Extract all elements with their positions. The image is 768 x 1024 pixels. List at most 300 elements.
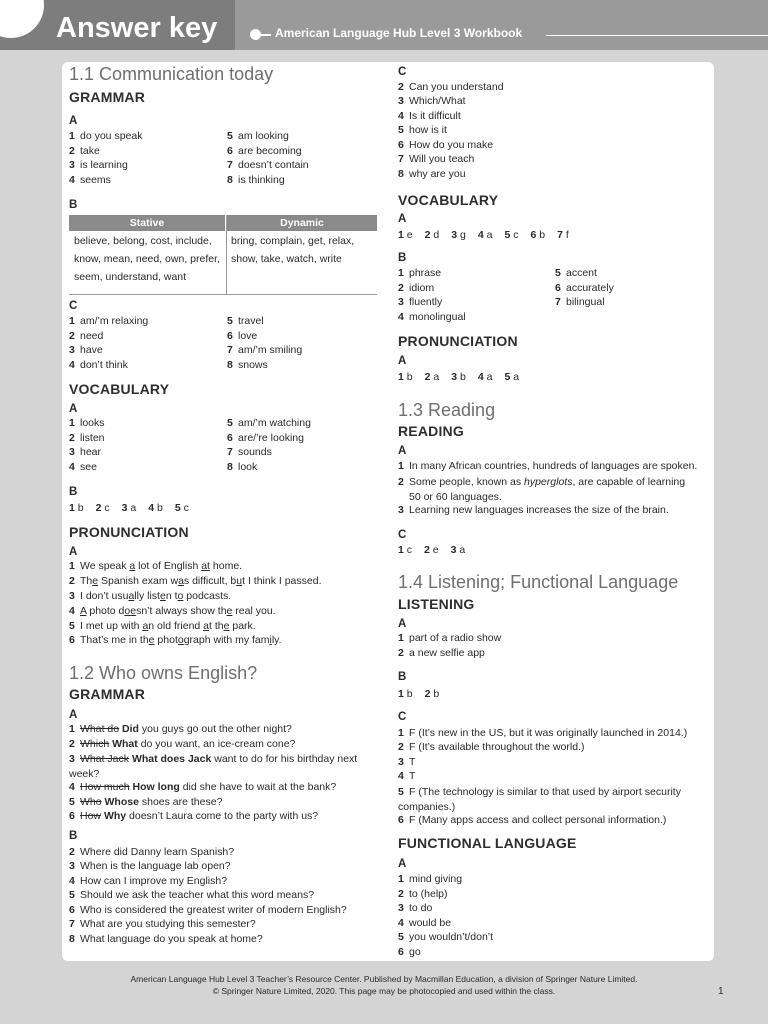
footer-publisher-line: American Language Hub Level 3 Teacher’s Resource Center. Published by Macmillan Education, a division of Springer Nature Limited. [130,974,638,984]
item-text: am looking [238,130,289,142]
header-subtitle: American Language Hub Level 3 Workbook [275,26,523,40]
item-number: 6 [227,329,233,342]
list-item [398,95,466,107]
item-text: g [459,229,466,241]
item-text: Can you understand [409,81,504,93]
list-item [69,461,97,473]
inline-answer [122,502,137,514]
list-item [227,145,302,157]
item-text: is thinking [238,173,285,186]
exercise-label-b: B [69,486,78,498]
subheading-reading: READING [398,423,464,439]
item-text: don’t think [80,358,128,371]
item-text: accurately [566,281,614,294]
item-number: 1 [69,502,75,514]
list-item [227,330,257,342]
exercise-label-a: A [398,858,407,870]
item-text: mind giving [409,873,463,885]
list-item: 3 I don’t usually listen to podcasts. [69,590,232,602]
item-number: 3 [451,371,458,383]
list-item [69,330,103,342]
item-number: 5 [174,502,181,514]
list-item [69,889,314,901]
list-item [398,110,461,122]
item-text: to (help) [409,888,448,900]
item-text: phrase [409,267,442,279]
item-text: want to do for his birthday next week? [69,753,358,780]
item-number: 3 [69,860,75,872]
struck-text: Who [80,796,102,808]
inline-answer [504,229,518,241]
inline-answer [451,371,466,383]
list-item [69,781,336,793]
list-item: 3 Learning new languages increases the size of the brain. [398,504,669,516]
list-item [69,446,101,458]
list-item [69,860,231,872]
inline-answer [425,229,440,241]
subheading-vocabulary: VOCABULARY [69,381,170,397]
inline-answer [398,229,413,241]
item-number: 1 [398,229,404,241]
item-number: 1 [398,632,404,644]
item-number: 8 [227,358,233,371]
list-item [398,888,448,900]
header-rule [546,35,768,36]
list-item [69,752,369,781]
section-title-1-3: 1.3 Reading [398,400,496,420]
subheading-pronunciation: PRONUNCIATION [69,524,189,540]
corrected-text: What [112,738,138,750]
item-number: 3 [450,544,457,556]
item-text: f [565,229,569,241]
exercise-label-a: A [398,445,407,457]
item-text: How can I improve my English? [80,875,228,887]
item-text: looks [80,417,105,429]
item-text: a new selfie app [409,647,485,659]
item-text: shoes are these? [138,796,223,808]
corrected-text: What does Jack [131,753,212,765]
list-item [69,904,347,916]
item-text: F (It’s new in the US, but it was originally launched in 2014.) [409,727,688,739]
item-text: T [409,770,416,782]
item-number: 4 [398,917,404,929]
item-number: 3 [398,296,404,309]
list-item: 5 I met up with an old friend at the park. [69,620,256,632]
subheading-listening: LISTENING [398,596,475,612]
list-item [398,267,441,279]
list-item [398,770,415,782]
page-title: Answer key [56,12,218,44]
item-number: 2 [424,229,431,241]
inline-answer [530,229,545,241]
inline-answer [96,502,110,514]
item-number: 5 [504,229,511,241]
exercise-label-a: A [398,618,407,630]
item-text: travel [238,315,264,327]
vocabulary-b-answers [69,502,201,514]
list-item: 2 Some people, known as hyperglots, are capable of learning 50 or 60 languages. [398,476,686,503]
item-text: am/’m smiling [238,344,303,357]
inline-answer [148,502,163,514]
item-number: 2 [398,647,404,659]
item-number: 5 [227,130,233,142]
list-item [227,432,304,444]
list-item: 1 We speak a lot of English at home. [69,560,243,572]
list-item [69,723,292,735]
item-text: e [432,544,439,556]
item-text: accent [566,267,597,279]
subheading-functional-language: FUNCTIONAL LANGUAGE [398,835,577,851]
item-number: 1 [69,130,75,142]
item-number: 2 [69,738,75,750]
item-number: 1 [398,873,404,885]
table-cell-dynamic: bring, complain, get, relax, show, take, watch, write [231,235,355,265]
item-text: take [80,144,100,157]
item-text: go [409,946,421,958]
item-text: c [406,544,413,556]
list-item [398,296,442,308]
list-item [398,81,504,93]
item-text: part of a radio show [409,632,502,644]
item-text: c [104,502,110,514]
item-number: 2 [398,281,404,294]
item-text: snows [238,358,268,371]
list-item [398,282,434,294]
item-text: love [238,329,258,342]
list-item [398,785,698,814]
item-number: 4 [398,110,404,122]
exercise-label-a: A [398,213,407,225]
footer-copyright-line: © Springer Nature Limited, 2020. This page may be photocopied and used within the class. [212,986,556,996]
struck-text: How much [80,781,130,793]
exercise-label-a: A [398,355,407,367]
item-number: 2 [424,544,430,556]
item-text: c [183,502,189,514]
struck-text: Which [80,738,110,750]
item-text: monolingual [409,310,466,323]
section-title-1-1: 1.1 Communication today [69,64,274,84]
item-number: 6 [555,281,561,294]
item-number: 1 [69,315,75,327]
item-text: you guys go out the other night? [138,723,292,735]
inline-answer [175,502,189,514]
item-number: 1 [398,688,404,700]
list-item [398,741,584,753]
item-number: 4 [69,358,75,371]
list-item [398,124,447,136]
list-item [398,931,493,943]
item-text: a [459,544,466,556]
item-number: 2 [69,144,75,157]
item-number: 3 [398,756,404,768]
item-text: b [459,371,466,383]
inline-answer [478,229,493,241]
item-number: 6 [530,229,537,241]
list-item [398,814,666,826]
item-number: 1 [398,544,404,556]
item-number: 2 [69,329,75,342]
item-text: a [486,371,493,383]
table-cell-stative: believe, belong, cost, include, know, mean, need, own, prefer, seem, understand, want [74,235,220,283]
item-text: Will you teach [409,153,475,165]
list-item [69,145,100,157]
item-text: is learning [80,159,128,172]
item-text: sounds [238,446,272,459]
list-item [227,417,311,429]
table-header-stative: Stative [69,215,225,231]
inline-answer [398,688,413,700]
item-number: 4 [69,460,75,473]
item-number: 1 [398,371,404,383]
list-item [69,875,227,887]
list-item [69,344,103,356]
inline-answer [398,544,412,556]
exercise-label-a: A [69,546,78,558]
item-number: 6 [227,431,233,444]
item-number: 2 [398,81,404,93]
item-text: b [539,229,546,241]
struck-text: How [80,810,102,822]
item-text: are becoming [238,144,302,157]
list-item [398,311,466,323]
corrected-text: Why [103,810,127,822]
list-item [69,315,148,327]
inline-answer [504,371,519,383]
item-text: a [486,229,493,241]
item-text: What language do you speak at home? [80,933,263,945]
item-text: are/’re looking [238,431,304,444]
list-item [69,417,105,429]
item-number: 1 [69,417,75,429]
list-item [398,168,466,180]
item-number: 5 [398,786,404,798]
exercise-label-c: C [69,300,78,312]
listening-b-answers [398,688,451,700]
subheading-pronunciation: PRONUNCIATION [398,333,518,349]
list-item [398,139,493,151]
inline-answer [398,371,413,383]
item-number: 4 [398,770,404,782]
section-title-1-2: 1.2 Who owns English? [69,663,258,683]
item-number: 3 [69,159,75,172]
list-item [555,296,605,308]
list-item [69,738,295,750]
item-number: 6 [227,144,233,157]
list-item [398,946,421,958]
exercise-label-a: A [69,115,78,127]
list-item [69,846,234,858]
item-number: 7 [555,296,561,309]
item-number: 7 [398,153,404,165]
item-text: How do you make [409,139,494,151]
item-number: 4 [148,502,155,514]
list-item [398,647,485,659]
struck-text: What Jack [80,753,130,765]
item-text: why are you [409,168,466,180]
item-number: 4 [69,875,75,887]
item-number: 5 [69,796,75,808]
item-text: a [513,371,520,383]
item-number: 3 [69,753,75,765]
item-number: 2 [398,888,404,900]
item-number: 2 [95,502,102,514]
exercise-label-b: B [69,199,78,211]
item-text: Where did Danny learn Spanish? [80,846,235,858]
item-text: would be [409,917,452,929]
list-item [227,344,302,356]
item-text: am/’m watching [238,417,311,429]
item-number: 8 [227,173,233,186]
item-number: 2 [424,371,431,383]
item-number: 4 [477,371,484,383]
item-number: 6 [69,904,75,916]
inline-answer [451,229,466,241]
item-text: have [80,344,103,357]
list-item [398,873,462,885]
list-item: 6 That’s me in the photograph with my family. [69,634,282,646]
item-text: did she have to wait at the bank? [179,781,337,793]
item-number: 3 [69,446,75,459]
list-item [398,902,432,914]
inline-answer [557,229,569,241]
inline-answer [478,371,493,383]
stative-dynamic-table [69,215,377,295]
list-item [398,917,451,929]
item-text: bilingual [566,296,605,309]
item-text: T [409,756,416,768]
item-text: F (The technology is similar to that used by airport security companies.) [398,786,681,813]
item-text: doesn’t Laura come to the party with us? [126,810,319,822]
item-text: need [80,329,104,342]
item-number: 4 [398,310,404,323]
item-text: you wouldn’t/don’t [409,931,494,943]
item-text: b [433,688,440,700]
item-text: a [130,502,137,514]
list-item [227,446,272,458]
list-item [69,918,256,930]
list-item [227,174,285,186]
inline-answer [69,502,84,514]
item-number: 1 [398,727,404,739]
item-number: 6 [69,810,75,822]
item-number: 3 [121,502,128,514]
item-number: 5 [227,315,233,327]
item-number: 1 [398,267,404,279]
item-number: 6 [398,814,404,826]
corrected-text: Did [122,723,139,735]
item-number: 7 [227,446,233,459]
exercise-label-b: B [398,252,407,264]
inline-answer [424,544,439,556]
item-number: 7 [69,918,75,930]
item-text: F (It’s available throughout the world.) [409,741,585,753]
header-dash [261,34,271,36]
item-text: do you speak [80,130,143,142]
exercise-label-b: B [69,830,78,842]
list-item [69,432,105,444]
item-number: 5 [398,931,404,943]
item-number: 7 [227,344,233,357]
list-item: 2 The Spanish exam was difficult, but I think I passed. [69,575,322,587]
item-number: 4 [69,173,75,186]
item-number: 8 [227,460,233,473]
corrected-text: Whose [104,796,139,808]
exercise-label-c: C [398,529,407,541]
item-text: Which/What [409,95,466,107]
item-text: hear [80,446,102,459]
item-number: 2 [424,688,431,700]
item-number: 4 [69,781,75,793]
list-item [555,267,597,279]
subheading-vocabulary: VOCABULARY [398,192,499,208]
item-number: 3 [398,902,404,914]
item-text: how is it [409,124,447,136]
item-number: 8 [398,168,404,180]
list-item [555,282,614,294]
exercise-label-a: A [69,709,78,721]
list-item [227,159,309,171]
exercise-label-b: B [398,671,407,683]
list-item [227,315,264,327]
item-text: to do [409,902,433,914]
list-item [398,153,474,165]
pronunciation-a-answers [398,371,531,383]
item-text: fluently [409,296,443,309]
item-number: 7 [557,229,563,241]
exercise-label-a: A [69,403,78,415]
list-item [227,461,257,473]
item-number: 3 [451,229,458,241]
item-number: 7 [227,159,233,172]
item-number: 8 [69,933,75,945]
item-text: b [406,688,413,700]
answer-card [62,62,714,961]
item-number: 6 [398,139,404,151]
item-text: listen [80,431,105,444]
item-number: 3 [398,95,404,107]
item-number: 3 [69,344,75,357]
item-text: Should we ask the teacher what this word means? [80,889,315,901]
item-number: 5 [69,889,75,901]
exercise-label-c: C [398,711,407,723]
list-item [69,130,142,142]
inline-answer [425,371,440,383]
bullet-dot-icon [250,29,261,40]
item-text: c [513,229,519,241]
list-item [398,726,698,741]
list-item [398,756,415,768]
item-number: 5 [555,267,561,279]
list-item [227,359,268,371]
item-text: seems [80,173,111,186]
item-number: 4 [477,229,484,241]
list-item [69,359,128,371]
item-number: 2 [69,846,75,858]
item-text: am/’m relaxing [80,315,149,327]
list-item [227,130,289,142]
item-number: 5 [227,417,233,429]
item-number: 6 [398,946,404,958]
list-item [69,159,128,171]
item-number: 5 [504,371,511,383]
list-item: 1 In many African countries, hundreds of languages are spoken. [398,460,698,472]
subheading-grammar: GRAMMAR [69,686,146,702]
item-text: do you want, an ice-cream cone? [137,738,296,750]
item-text: Is it difficult [409,110,461,122]
item-text: a [433,371,440,383]
item-text: When is the language lab open? [80,860,231,872]
item-number: 2 [398,741,404,753]
